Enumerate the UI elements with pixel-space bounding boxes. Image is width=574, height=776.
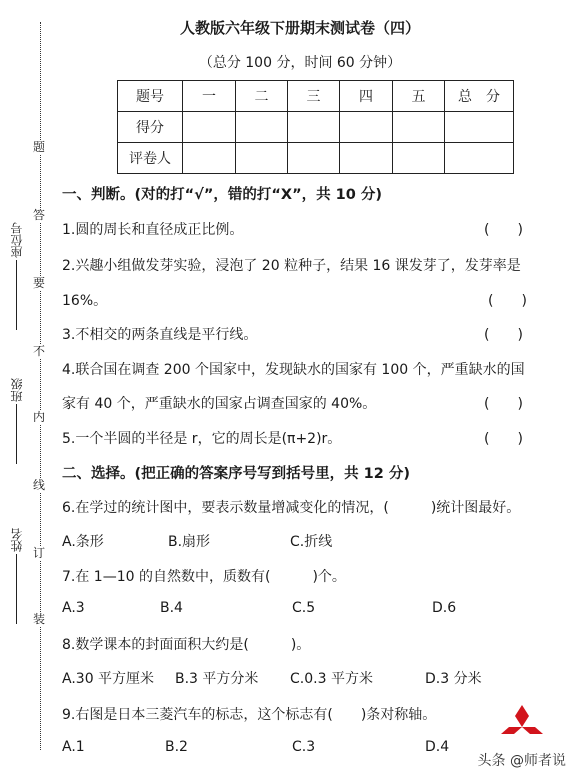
- option-a[interactable]: A.1: [62, 739, 85, 755]
- score-table-head-cell: 五: [393, 81, 445, 112]
- name-blank: [16, 554, 17, 624]
- grader-cell[interactable]: [340, 143, 393, 174]
- score-cell[interactable]: [288, 112, 340, 143]
- binding-char: 答: [33, 208, 46, 222]
- section-2-heading: 二、选择。(把正确的答案序号写到括号里，共 12 分): [62, 466, 411, 482]
- score-table-head-cell: 四: [340, 81, 393, 112]
- seat-number-field: [2, 222, 30, 330]
- class-field: [2, 378, 30, 464]
- answer-paren[interactable]: ( ): [484, 222, 523, 238]
- score-table-row: [118, 143, 514, 174]
- question-1: 1.圆的周长和直径成正比例。: [62, 222, 244, 238]
- grader-cell[interactable]: [445, 143, 514, 174]
- grader-cell[interactable]: [393, 143, 445, 174]
- grader-cell[interactable]: [288, 143, 340, 174]
- score-table-head-cell: 三: [288, 81, 340, 112]
- option-c[interactable]: C.0.3 平方米: [290, 671, 373, 687]
- exam-subtitle: （总分 100 分，时间 60 分钟）: [198, 55, 402, 71]
- score-table-head-cell: 一: [183, 81, 236, 112]
- option-c[interactable]: C.3: [292, 739, 316, 755]
- binding-char: 不: [33, 344, 46, 358]
- class-label: 班级: [9, 378, 24, 402]
- score-table-head-cell: 题号: [118, 81, 183, 112]
- binding-char: 内: [33, 410, 46, 424]
- score-cell[interactable]: [183, 112, 236, 143]
- question-5: 5.一个半圆的半径是 r，它的周长是(π+2)r。: [62, 431, 342, 447]
- grader-cell[interactable]: [236, 143, 288, 174]
- score-cell[interactable]: [340, 112, 393, 143]
- question-6: 6.在学过的统计图中，要表示数量增减变化的情况，( )统计图最好。: [62, 500, 521, 516]
- score-cell[interactable]: [236, 112, 288, 143]
- question-2-line-2: 16%。: [62, 293, 108, 309]
- option-b[interactable]: B.扇形: [168, 534, 211, 550]
- option-d[interactable]: D.3 分米: [425, 671, 482, 687]
- score-cell[interactable]: [445, 112, 514, 143]
- exam-title: 人教版六年级下册期末测试卷（四）: [179, 19, 420, 37]
- option-d[interactable]: D.4: [425, 739, 450, 755]
- option-a[interactable]: A.30 平方厘米: [62, 671, 155, 687]
- option-b[interactable]: B.4: [160, 600, 183, 616]
- score-table-head-cell: 二: [236, 81, 288, 112]
- option-c[interactable]: C.5: [292, 600, 316, 616]
- option-a[interactable]: A.条形: [62, 534, 104, 550]
- question-9: 9.右图是日本三菱汽车的标志，这个标志有( )条对称轴。: [62, 707, 437, 723]
- question-3: 3.不相交的两条直线是平行线。: [62, 327, 258, 343]
- mitsubishi-logo-icon: [498, 704, 546, 750]
- binding-char: 题: [33, 140, 46, 154]
- answer-paren[interactable]: ( ): [484, 396, 523, 412]
- question-7: 7.在 1—10 的自然数中，质数有( )个。: [62, 569, 346, 585]
- score-table-head-cell: 总 分: [445, 81, 514, 112]
- score-table: [117, 80, 514, 174]
- score-cell[interactable]: [393, 112, 445, 143]
- score-table-row-label: 评卷人: [118, 143, 183, 174]
- name-field: [2, 528, 30, 624]
- binding-char: 线: [33, 478, 46, 492]
- name-label: 姓名: [9, 528, 24, 552]
- binding-char: 要: [33, 276, 46, 290]
- question-4-line-2: 家有 40 个，严重缺水的国家占调查国家的 40%。: [62, 396, 377, 412]
- question-2-line-1: 2.兴趣小组做发芽实验，浸泡了 20 粒种子，结果 16 课发芽了，发芽率是: [62, 258, 521, 274]
- question-8: 8.数学课本的封面面积大约是( )。: [62, 637, 311, 653]
- binding-char: 订: [33, 546, 46, 560]
- section-1-heading: 一、判断。(对的打“√”，错的打“X”，共 10 分): [62, 187, 382, 203]
- option-c[interactable]: C.折线: [290, 534, 333, 550]
- answer-paren[interactable]: ( ): [484, 327, 523, 343]
- answer-paren[interactable]: ( ): [488, 293, 527, 309]
- binding-dotted-line: [40, 22, 41, 750]
- answer-paren[interactable]: ( ): [484, 431, 523, 447]
- grader-cell[interactable]: [183, 143, 236, 174]
- seat-number-label: 座位号: [9, 222, 24, 258]
- score-table-row-label: 得分: [118, 112, 183, 143]
- seat-number-blank: [16, 260, 17, 330]
- option-a[interactable]: A.3: [62, 600, 85, 616]
- option-b[interactable]: B.2: [165, 739, 188, 755]
- class-blank: [16, 404, 17, 464]
- score-table-header-row: [118, 81, 514, 112]
- option-b[interactable]: B.3 平方分米: [175, 671, 259, 687]
- question-4-line-1: 4.联合国在调查 200 个国家中，发现缺水的国家有 100 个，严重缺水的国: [62, 362, 525, 378]
- score-table-row: [118, 112, 514, 143]
- watermark: 头条 @师者说: [476, 750, 568, 770]
- option-d[interactable]: D.6: [432, 600, 457, 616]
- binding-char: 装: [33, 612, 46, 626]
